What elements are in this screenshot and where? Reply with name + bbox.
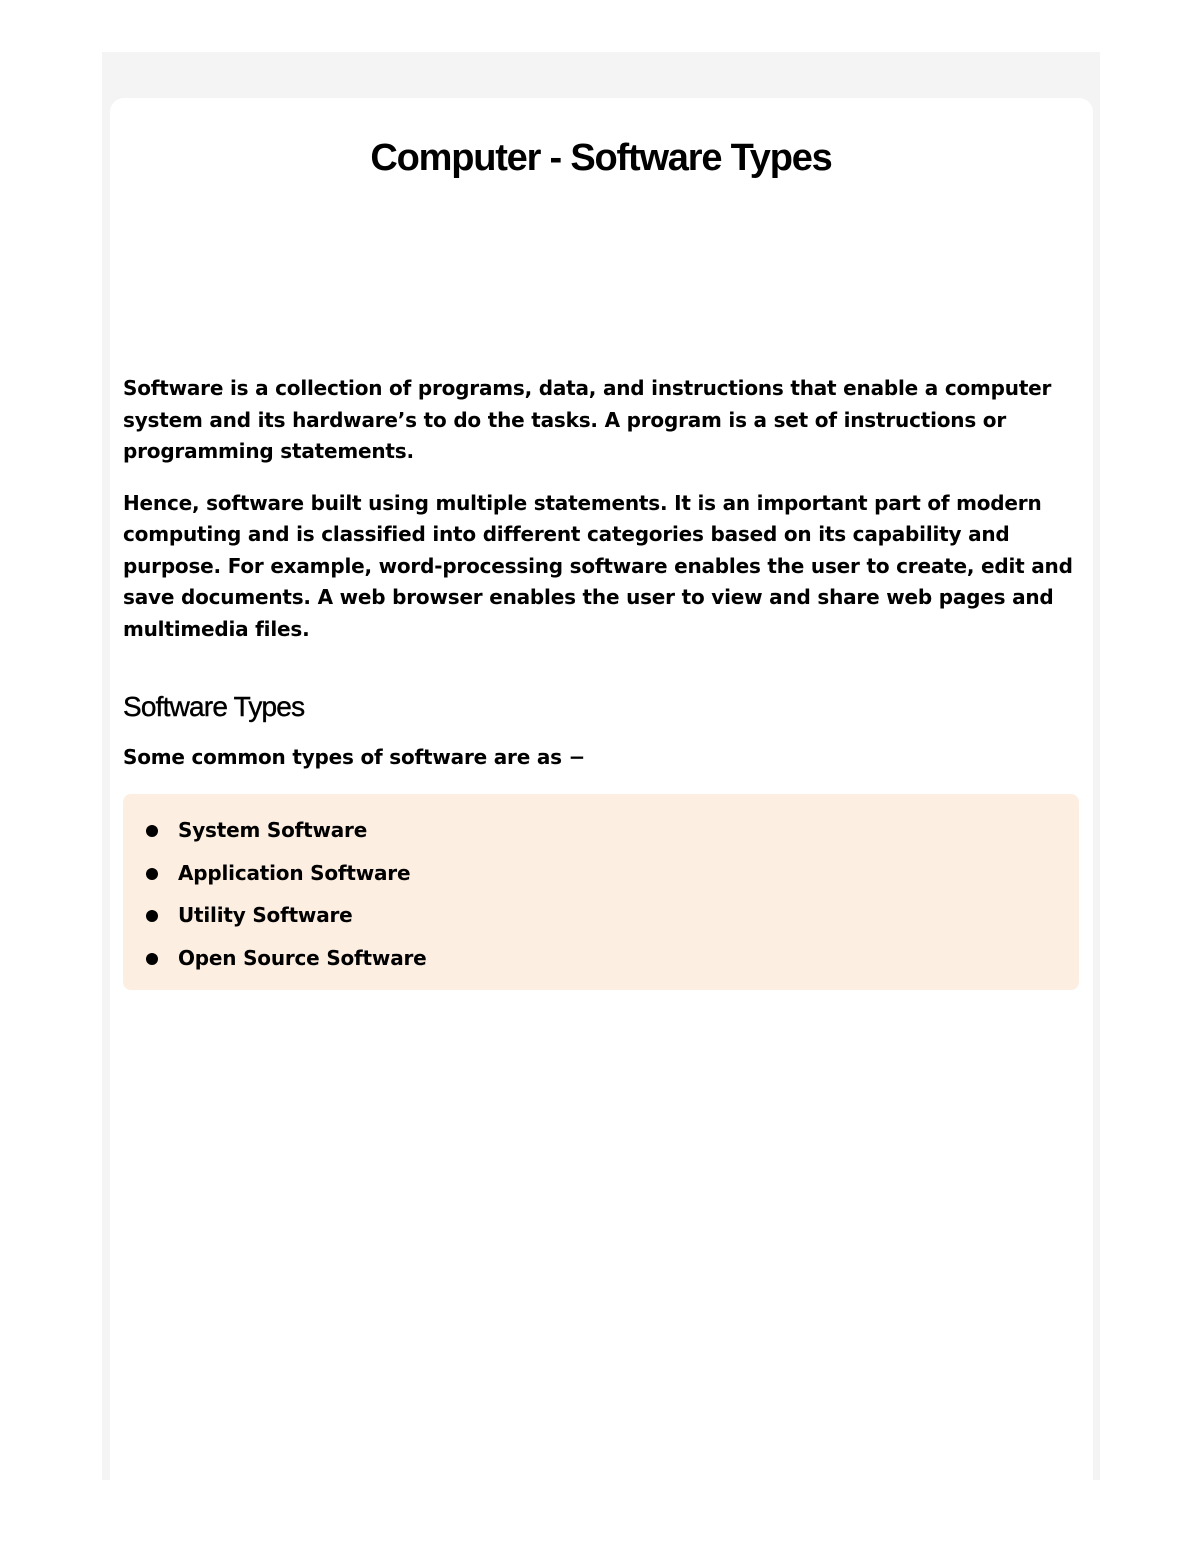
blank-space [123,182,1079,373]
list-item-label: Utility Software [178,903,353,927]
list-item-label: System Software [178,818,368,842]
section-heading: Software Types [123,691,305,722]
software-types-box [123,794,1079,990]
list-item [123,859,1079,887]
list-item-label: Open Source Software [178,945,427,970]
intro-paragraph-1: Software is a collection of programs, data, and instructions that enable a computer system and its hardware’s to do the tasks. A program is a set of instructions or programming statements. [123,376,1052,463]
types-intro: Some common types of software are as − [123,745,586,769]
page-title: Computer - Software Types [370,137,832,179]
list-item [123,901,1079,929]
list-item [123,944,1079,972]
bullet-icon [146,825,158,837]
list-item-label: Application Software [178,860,411,885]
bullet-icon [146,910,158,922]
article-card [110,98,1093,1480]
list-item [123,816,1079,844]
software-types-list [123,816,1079,972]
bullet-icon [146,953,158,965]
intro-paragraph-2: Hence, software built using multiple statements. It is an important part of modern computing and is classified into different categories based on its capability and purpose. For example, word-processing software enables the user to create, edit and save documents. A web browser enables the user to view and share web pages and multimedia files. [123,490,1073,641]
bullet-icon [146,868,158,880]
